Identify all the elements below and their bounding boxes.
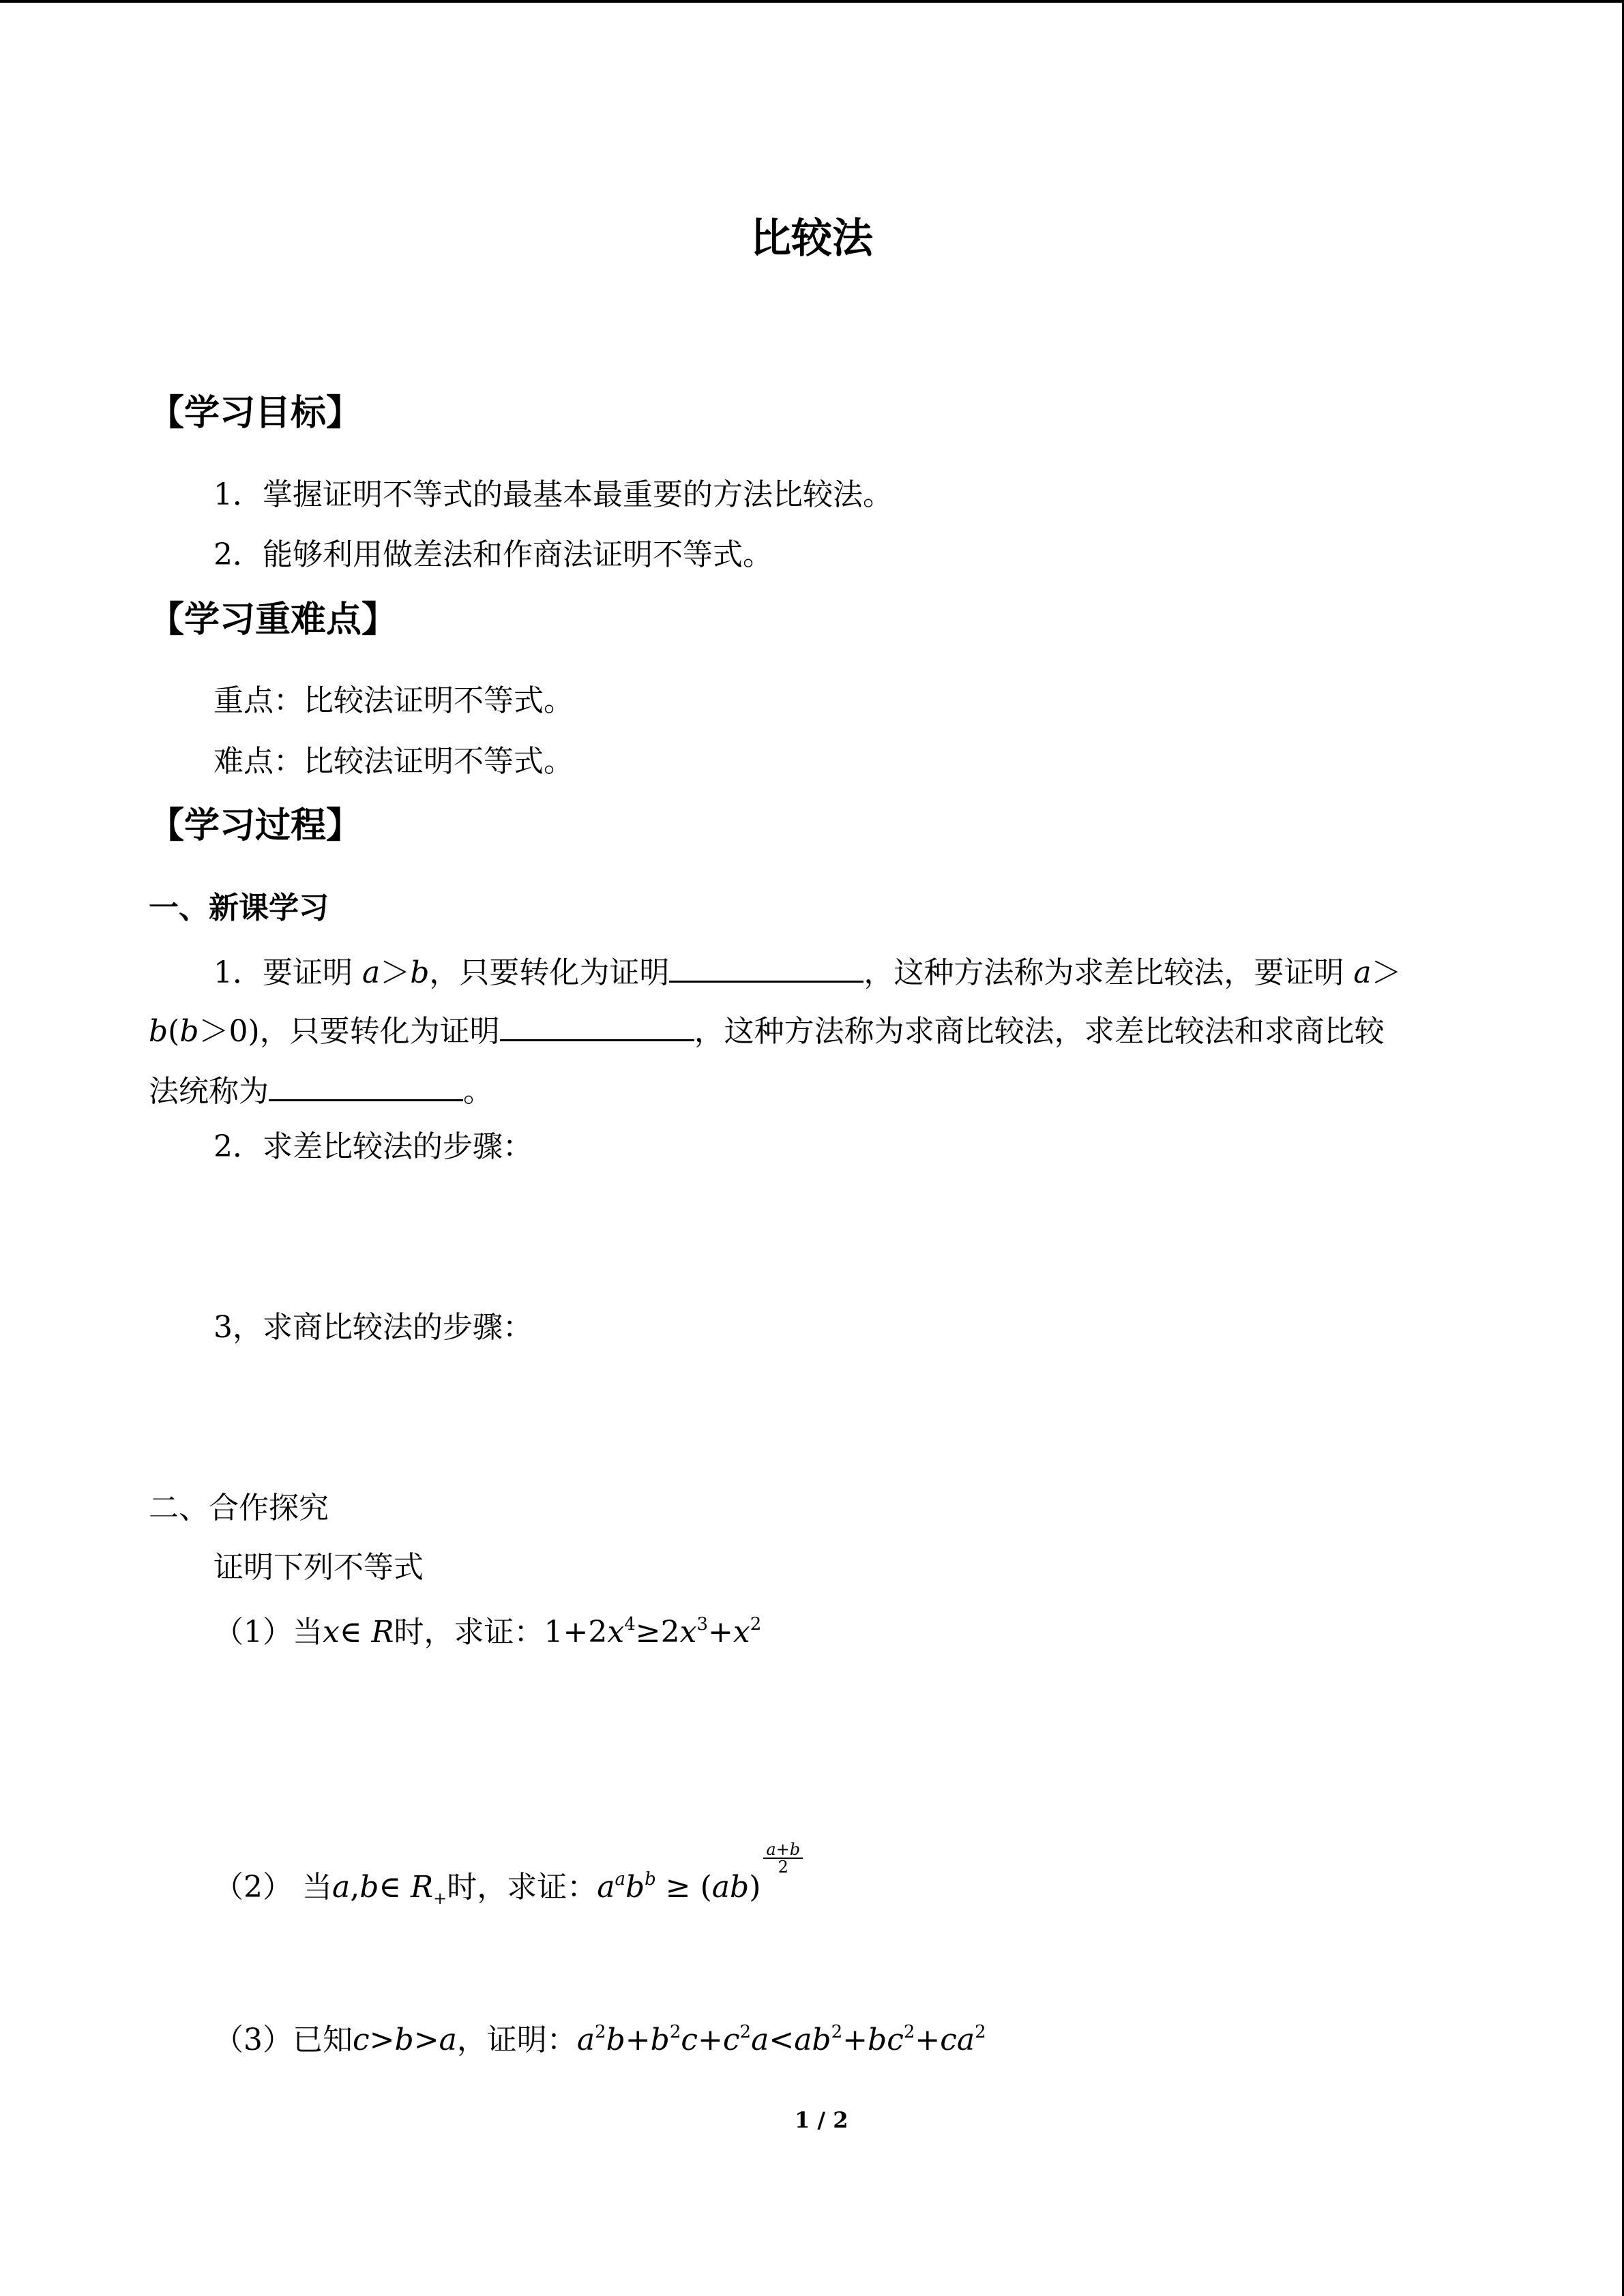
problem-3: （3）已知c>b>a，证明：$a^2b+b^2c+c^2a<ab^2+bc^2+ca^2$ xyxy=(213,2022,986,2057)
key-points-heading: 【学习重难点】 xyxy=(149,599,398,640)
question-1-line-1: 1．要证明 a＞b，只要转化为证明 ，这种方法称为求差比较法，要证明 a＞ xyxy=(213,953,1402,988)
problem-2: （2） 当a,b∈ $R_+$时，求证：$a^ab^b \ge (ab)$ $\frac{a+b}{2}$ xyxy=(213,1841,803,1903)
answer-blank-1[interactable] xyxy=(669,953,863,983)
question-2: 2．求差比较法的步骤： xyxy=(213,1129,533,1164)
objectives-heading: 【学习目标】 xyxy=(149,393,362,434)
page-title: 比较法 xyxy=(750,215,873,263)
question-1-line-2: b(b＞0)，只要转化为证明 ，这种方法称为求商比较法，求差比较法和求商比较 xyxy=(149,1012,1385,1047)
part2-title: 二、合作探究 xyxy=(149,1491,329,1525)
part1-title: 一、新课学习 xyxy=(149,891,329,925)
page-frame-top xyxy=(0,0,1624,3)
question-3: 3，求商比较法的步骤： xyxy=(213,1310,533,1345)
question-1-line-3: 法统称为 。 xyxy=(149,1072,493,1107)
answer-blank-3[interactable] xyxy=(269,1072,463,1101)
process-heading: 【学习过程】 xyxy=(149,805,362,846)
key-point-difficulty: 难点：比较法证明不等式。 xyxy=(213,744,574,779)
answer-blank-2[interactable] xyxy=(500,1012,694,1041)
page-number: 1 / 2 xyxy=(795,2107,848,2133)
key-point-focus: 重点：比较法证明不等式。 xyxy=(213,683,574,718)
objective-item-2: 2．能够利用做差法和作商法证明不等式。 xyxy=(213,537,773,572)
objective-item-1: 1．掌握证明不等式的最基本最重要的方法比较法。 xyxy=(213,477,893,512)
problem-1: （1）当x∈ R时，求证：$1+2x^4\ge 2x^3+x^2$ xyxy=(213,1614,762,1650)
part2-intro: 证明下列不等式 xyxy=(213,1550,424,1585)
